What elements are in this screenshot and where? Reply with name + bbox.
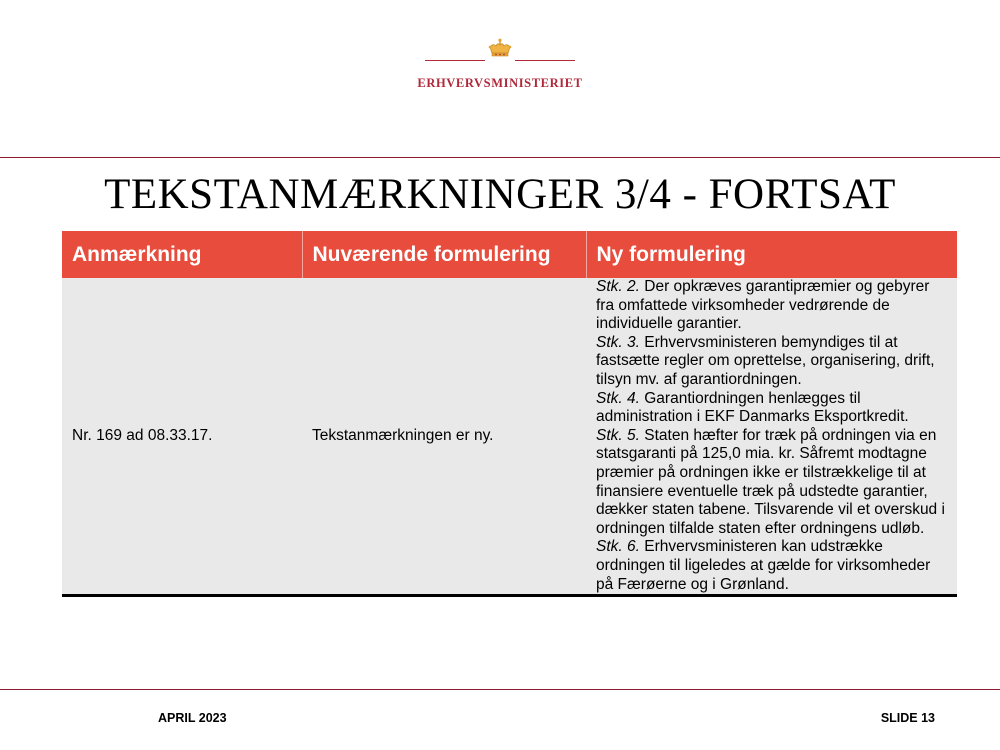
column-header-ny: Ny formulering	[586, 231, 957, 278]
column-header-anmaerkning: Anmærkning	[62, 231, 302, 278]
column-header-nuvaerende: Nuværende formulering	[302, 231, 586, 278]
stk-paragraph	[596, 334, 947, 390]
logo-text: ERHVERVSMINISTERIET	[417, 76, 583, 90]
annotations-table	[62, 231, 957, 597]
stk-text: Garantiordningen henlægges til administration i EKF Danmarks Eksportkredit.	[596, 389, 909, 426]
stk-label: Stk. 2.	[596, 278, 640, 295]
stk-label: Stk. 5.	[596, 426, 640, 444]
page-title: TEKSTANMÆRKNINGER 3/4 - FORTSAT	[104, 171, 896, 218]
cell-anmaerkning: Nr. 169 ad 08.33.17.	[62, 278, 302, 596]
stk-paragraph	[596, 390, 947, 427]
stk-label: Stk. 3.	[596, 333, 640, 351]
stk-paragraph	[596, 538, 947, 594]
logo-rule-left	[425, 60, 485, 61]
ministry-logo	[0, 38, 1000, 60]
stk-paragraph	[596, 427, 947, 539]
bottom-divider	[0, 689, 1000, 690]
stk-text: Der opkræves garantipræmier og gebyrer fra omfattede virksomheder vedrørende de individuelle garantier.	[596, 278, 930, 333]
top-divider	[0, 157, 1000, 158]
cell-ny-formulering	[586, 278, 957, 596]
table-row	[62, 278, 957, 596]
stk-text: Erhvervsministeren kan udstrække ordningen til ligeledes at gælde for virksomheder på Færøerne og i Grønland.	[596, 538, 931, 593]
footer-slide-number: SLIDE 13	[880, 711, 935, 725]
crown-icon	[487, 38, 513, 60]
footer-date: APRIL 2023	[158, 711, 227, 725]
stk-label: Stk. 6.	[596, 538, 640, 556]
stk-label: Stk. 4.	[596, 389, 640, 407]
table-header-row	[62, 231, 957, 278]
stk-text: Staten hæfter for træk på ordningen via en statsgaranti på 125,0 mia. kr. Såfremt modtagne præmier på ordningen ikke er tilstrækkelige til at finansiere eventuelle træk på udstedte garantier, dækker staten tabene. Tilsvarende vil et overskud i ordningen tilfalde staten efter ordningens udløb.	[596, 426, 945, 537]
cell-nuvaerende: Tekstanmærkningen er ny.	[302, 278, 586, 596]
stk-paragraph	[596, 278, 947, 334]
stk-text: Erhvervsministeren bemyndiges til at fastsætte regler om oprettelse, organisering, drift, tilsyn mv. af garantiordningen.	[596, 333, 935, 388]
logo-rule-right	[515, 60, 575, 61]
